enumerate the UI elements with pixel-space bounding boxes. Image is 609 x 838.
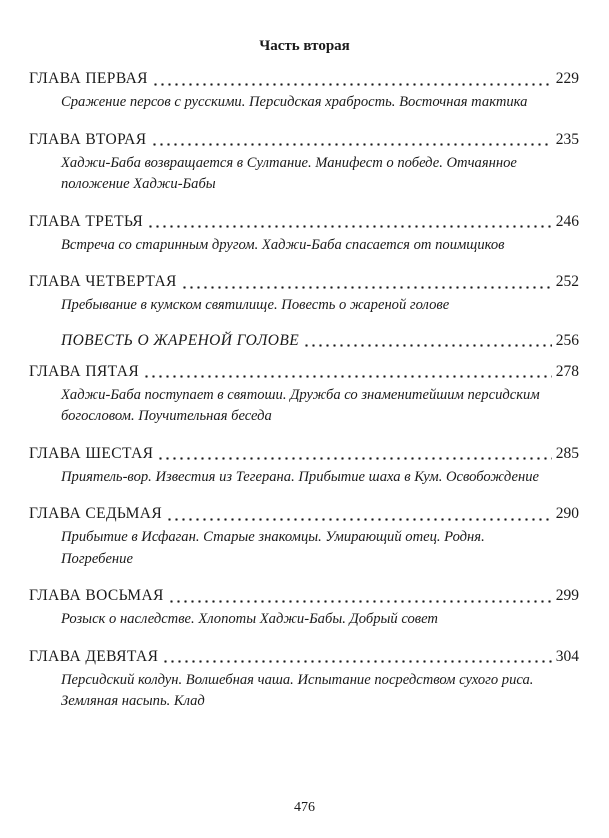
chapter-summary: Сражение персов с русскими. Персидская храбрость. Восточная тактика: [61, 94, 528, 110]
page-ref: 256: [555, 331, 579, 349]
chapter-title: ГЛАВА ДЕВЯТАЯ: [29, 647, 159, 665]
page-ref: 278: [555, 362, 579, 380]
table-of-contents: [29, 70, 579, 713]
chapter-summary: Розыск о наследстве. Хлопоты Хаджи-Бабы. Добрый совет: [61, 611, 438, 627]
toc-entry-line: [29, 70, 579, 92]
toc-entry: [29, 505, 579, 570]
toc-entry-line: [29, 131, 579, 153]
chapter-summary: Встреча со старинным другом. Хаджи-Баба спасается от поимщиков: [61, 236, 505, 253]
chapter-summary: Хаджи-Баба возвращается в Султание. Манифест о победе. Отчаянное положение Хаджи-Бабы: [61, 154, 517, 192]
dot-leader: [168, 600, 552, 603]
toc-entry-line: [29, 648, 579, 670]
toc-entry-line: [29, 505, 579, 527]
toc-entry: [29, 273, 579, 317]
page-ref: 304: [555, 647, 579, 665]
toc-entry-story: [29, 332, 579, 354]
page-ref: 246: [555, 212, 579, 230]
chapter-title: ГЛАВА ПЕРВАЯ: [29, 70, 148, 87]
chapter-title: ГЛАВА ЧЕТВЕРТАЯ: [29, 273, 177, 290]
dot-leader: [152, 83, 552, 86]
part-title: Часть вторая: [259, 38, 350, 54]
page-ref: 229: [555, 70, 579, 87]
dot-leader: [147, 225, 552, 228]
toc-entry: [29, 587, 579, 631]
page-number: 476: [294, 800, 315, 815]
page-ref: 299: [555, 587, 579, 604]
toc-entry: [29, 648, 579, 713]
toc-entry-line: [29, 213, 579, 235]
dot-leader: [162, 660, 551, 663]
toc-entry-line: [29, 587, 579, 609]
dot-leader: [303, 344, 552, 347]
story-title: ПОВЕСТЬ О ЖАРЕНОЙ ГОЛОВЕ: [61, 331, 300, 349]
chapter-summary: Прибытие в Исфаган. Старые знакомцы. Умирающий отец. Родня. Погребение: [61, 529, 485, 567]
toc-entry: [29, 363, 579, 428]
chapter-summary: Приятель-вор. Известия из Тегерана. Прибытие шаха в Кум. Освобождение: [61, 468, 539, 485]
toc-entry: [29, 445, 579, 489]
chapter-title: ГЛАВА ВТОРАЯ: [29, 130, 147, 148]
page-ref: 290: [555, 505, 579, 522]
dot-leader: [166, 518, 552, 521]
dot-leader: [157, 457, 551, 460]
page-ref: 235: [555, 130, 579, 148]
dot-leader: [181, 286, 552, 289]
chapter-title: ГЛАВА ВОСЬМАЯ: [29, 587, 164, 604]
toc-entry-line: [29, 363, 579, 385]
chapter-summary: Хаджи-Баба поступает в святоши. Дружба со знаменитейшим персидским богословом. Поучительная беседа: [61, 386, 540, 424]
toc-entry: [29, 70, 579, 114]
toc-entry-line: [29, 445, 579, 467]
chapter-title: ГЛАВА ПЯТАЯ: [29, 362, 140, 380]
page-ref: 285: [555, 444, 579, 462]
dot-leader: [143, 375, 552, 378]
chapter-title: ГЛАВА ШЕСТАЯ: [29, 444, 154, 462]
dot-leader: [151, 143, 552, 146]
chapter-summary: Персидский колдун. Волшебная чаша. Испытание посредством сухого риса. Земляная насыпь. Клад: [61, 671, 534, 709]
page-ref: 252: [555, 273, 579, 290]
toc-entry-line: [29, 332, 579, 354]
toc-entry: [29, 131, 579, 196]
chapter-title: ГЛАВА ТРЕТЬЯ: [29, 212, 144, 230]
toc-entry-line: [29, 273, 579, 295]
chapter-summary: Пребывание в кумском святилище. Повесть о жареной голове: [61, 297, 450, 313]
chapter-title: ГЛАВА СЕДЬМАЯ: [29, 505, 163, 522]
toc-entry: [29, 213, 579, 257]
